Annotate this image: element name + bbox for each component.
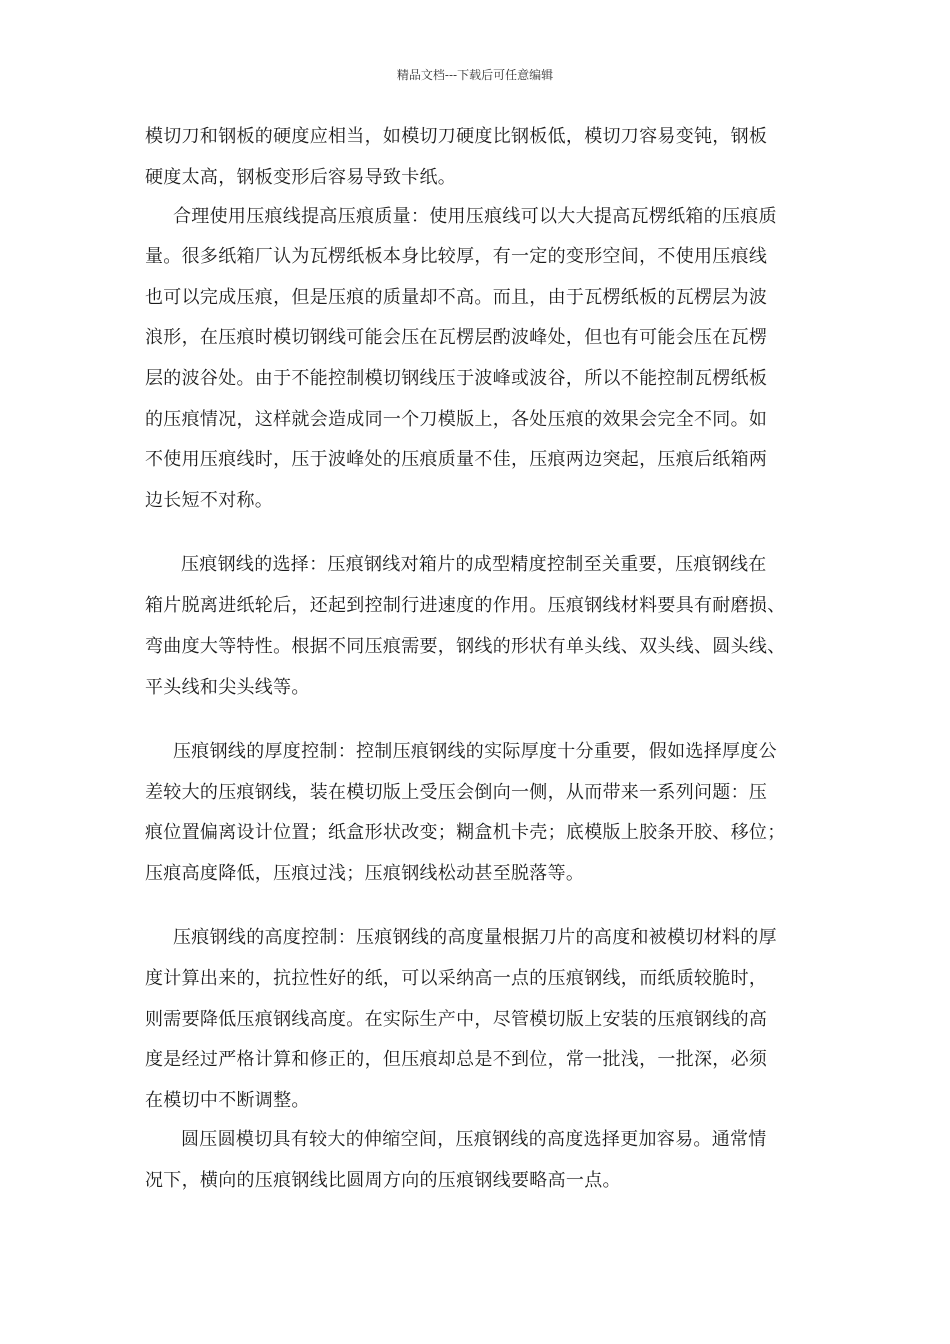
- text-line: 合理使用压痕线提高压痕质量：使用压痕线可以大大提高瓦楞纸箱的压痕质: [173, 206, 777, 227]
- text-line: 差较大的压痕钢线，装在模切版上受压会倒向一侧，从而带来一系列问题：压: [145, 782, 768, 803]
- text-line: 压痕钢线的选择：压痕钢线对箱片的成型精度控制至关重要，压痕钢线在: [181, 554, 767, 575]
- text-line: 浪形，在压痕时模切钢线可能会压在瓦楞层酌波峰处，但也有可能会压在瓦楞: [145, 327, 768, 348]
- text-line: 不使用压痕线时，压于波峰处的压痕质量不佳，压痕两边突起，压痕后纸箱两: [145, 449, 768, 470]
- text-line: 弯曲度大等特性。根据不同压痕需要，钢线的形状有单头线、双头线、圆头线、: [145, 636, 786, 657]
- text-line: 压痕钢线的高度控制：压痕钢线的高度量根据刀片的高度和被模切材料的厚: [173, 927, 777, 948]
- text-line: 况下，横向的压痕钢线比圆周方向的压痕钢线要略高一点。: [145, 1170, 621, 1191]
- text-line: 量。很多纸箱厂认为瓦楞纸板本身比较厚，有一定的变形空间，不使用压痕线: [145, 246, 768, 267]
- text-line: 度计算出来的，抗拉性好的纸，可以采纳高一点的压痕钢线，而纸质较脆时，: [145, 968, 768, 989]
- text-line: 平头线和尖头线等。: [145, 677, 310, 698]
- text-line: 度是经过严格计算和修正的，但压痕却总是不到位，常一批浅，一批深，必须: [145, 1049, 768, 1070]
- text-line: 边长短不对称。: [145, 490, 274, 511]
- text-line: 箱片脱离进纸轮后，还起到控制行进速度的作用。压痕钢线材料要具有耐磨损、: [145, 595, 786, 616]
- text-line: 压痕钢线的厚度控制：控制压痕钢线的实际厚度十分重要，假如选择厚度公: [173, 741, 777, 762]
- text-line: 硬度太高，钢板变形后容易导致卡纸。: [145, 167, 457, 188]
- text-line: 的压痕情况，这样就会造成同一个刀模版上，各处压痕的效果会完全不同。如: [145, 409, 768, 430]
- text-line: 模切刀和钢板的硬度应相当，如模切刀硬度比钢板低，模切刀容易变钝，钢板: [145, 126, 768, 147]
- text-line: 则需要降低压痕钢线高度。在实际生产中，尽管模切版上安装的压痕钢线的高: [145, 1009, 768, 1030]
- text-line: 也可以完成压痕，但是压痕的质量却不高。而且，由于瓦楞纸板的瓦楞层为波: [145, 287, 768, 308]
- text-line: 痕位置偏离设计位置；纸盒形状改变；糊盒机卡壳；底模版上胶条开胶、移位；: [145, 822, 786, 843]
- text-line: 在模切中不断调整。: [145, 1090, 310, 1111]
- text-line: 层的波谷处。由于不能控制模切钢线压于波峰或波谷，所以不能控制瓦楞纸板: [145, 368, 768, 389]
- text-line: 压痕高度降低，压痕过浅；压痕钢线松动甚至脱落等。: [145, 863, 585, 884]
- text-line: 圆压圆模切具有较大的伸缩空间，压痕钢线的高度选择更加容易。通常情: [181, 1129, 767, 1150]
- page-header: 精品文档---下载后可任意编辑: [396, 68, 554, 82]
